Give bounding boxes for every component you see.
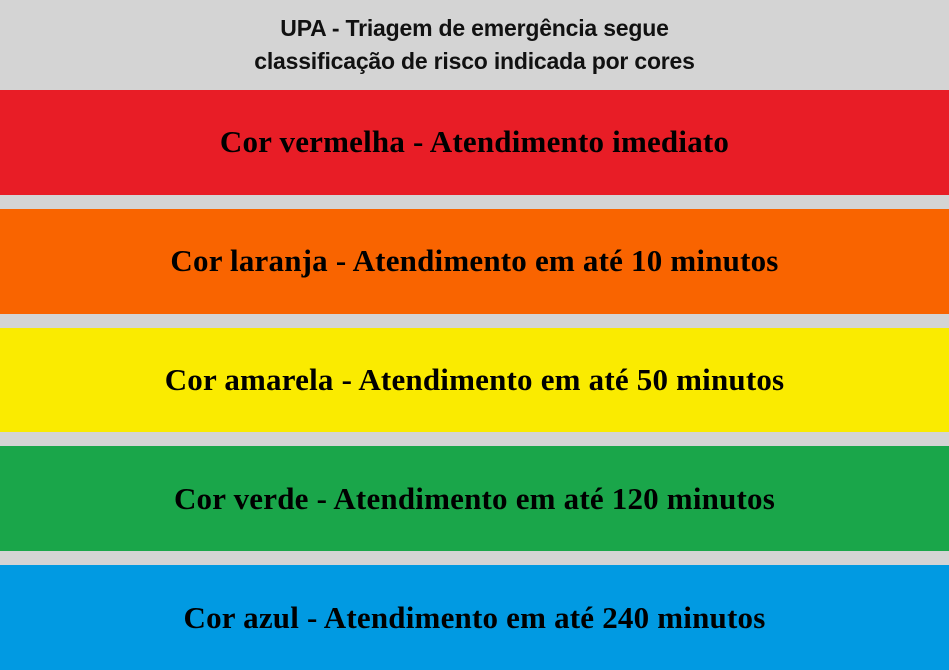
- band-red: [0, 90, 949, 195]
- band-slot-orange: [0, 209, 949, 328]
- band-slot-red: [0, 90, 949, 209]
- band-slot-blue: [0, 565, 949, 670]
- page-title: [0, 0, 949, 90]
- title-line-1: UPA - Triagem de emergência segue: [280, 15, 669, 41]
- band-yellow-label: Cor amarela - Atendimento em até 50 minutos: [164, 361, 785, 397]
- band-blue: [0, 565, 949, 670]
- band-blue-label: Cor azul - Atendimento em até 240 minutos: [183, 599, 766, 635]
- title-line-2: classificação de risco indicada por cores: [254, 48, 695, 74]
- band-orange-label: Cor laranja - Atendimento em até 10 minutos: [170, 243, 779, 279]
- band-orange: [0, 209, 949, 314]
- band-green-label: Cor verde - Atendimento em até 120 minutos: [173, 480, 776, 516]
- band-yellow: [0, 328, 949, 433]
- band-red-label: Cor vermelha - Atendimento imediato: [219, 124, 730, 160]
- risk-band-list: [0, 90, 949, 670]
- band-slot-yellow: [0, 328, 949, 447]
- band-green: [0, 446, 949, 551]
- band-slot-green: [0, 446, 949, 565]
